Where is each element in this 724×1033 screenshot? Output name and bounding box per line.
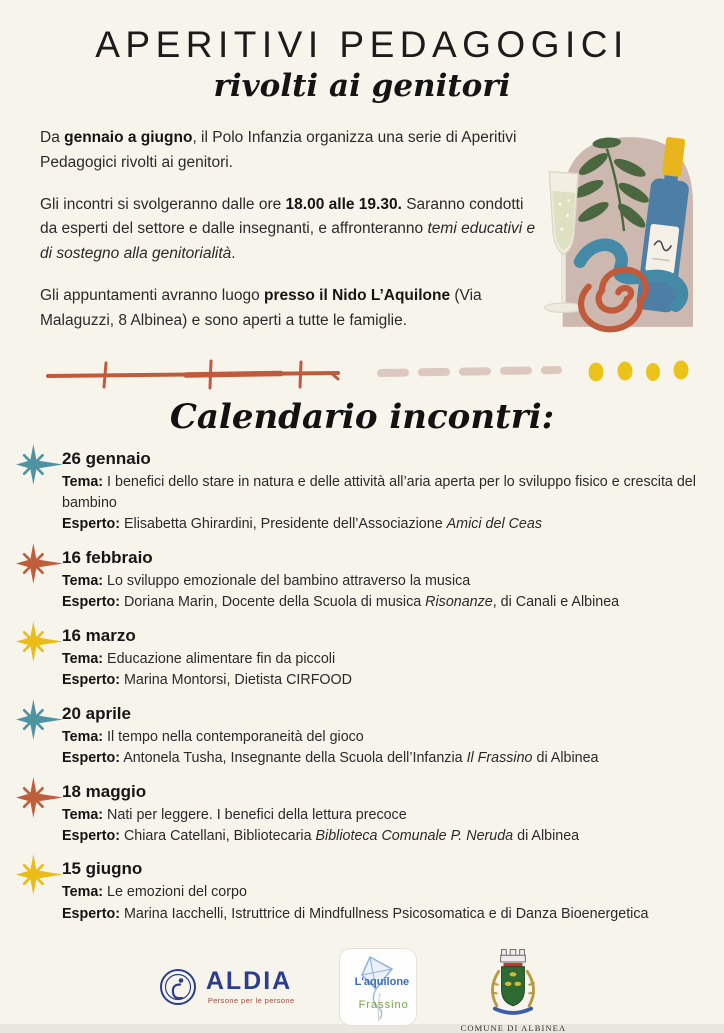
star-burst [16, 854, 63, 895]
esperto-label: Esperto: [62, 905, 120, 922]
star-icon [16, 543, 63, 584]
star-icon [16, 777, 63, 818]
event-esperto [62, 748, 698, 769]
text-run: Gli appuntamenti avranno luogo [40, 286, 265, 304]
event-date: 20 aprile [62, 703, 131, 723]
kite-icon [340, 949, 418, 1027]
esperto-italic: Il Frassino [466, 750, 533, 767]
esperto-text: Chiara Catellani, Bibliotecaria [123, 827, 316, 844]
tema-label: Tema: [62, 650, 104, 667]
star-icon [16, 621, 63, 662]
tema-text: Educazione alimentare fin da piccoli [107, 650, 336, 667]
calendar-heading: Calendario incontri: [169, 396, 555, 437]
esperto-italic: Risonanze [425, 594, 493, 611]
event-date: 26 gennaio [62, 448, 151, 468]
tema-text: Nati per leggere. I benefici della lettura precoce [107, 806, 407, 823]
tema-label: Tema: [62, 728, 104, 745]
event-esperto [62, 514, 698, 535]
yellow-dots-icon [589, 360, 689, 381]
esperto-text: Elisabetta Ghirardini, Presidente dell’Associazione [123, 516, 447, 533]
event-tema [62, 882, 698, 903]
event-15-giugno [62, 859, 698, 925]
tema-label: Tema: [62, 806, 104, 823]
star-burst [16, 777, 63, 818]
star-icon [16, 854, 63, 895]
text-run-bold: 18.00 alle 19.30. [285, 195, 402, 213]
terracotta-line-icon [48, 361, 338, 388]
intro-paragraph-1 [40, 126, 542, 176]
event-esperto [62, 592, 698, 613]
esperto-label: Esperto: [62, 827, 120, 844]
event-tema [62, 727, 698, 748]
esperto-label: Esperto: [62, 516, 120, 533]
page-title: APERITIVI PEDAGOGICI [95, 24, 629, 65]
tema-text: I benefici dello stare in natura e delle attività all’aria aperta per lo sviluppo fisico e crescita del bambino [62, 473, 696, 512]
event-tema [62, 472, 698, 515]
tema-label: Tema: [62, 884, 104, 901]
esperto-post: , di Canali e Albinea [492, 594, 620, 611]
albinea-coat-of-arms-icon [478, 941, 548, 1021]
aquilone-frassino-logo [339, 948, 417, 1026]
tema-text: Lo sviluppo emozionale del bambino attraverso la musica [107, 572, 471, 589]
event-date: 18 maggio [62, 781, 147, 801]
esperto-text: Antonela Tusha, Insegnante della Scuola dell’Infanzia [123, 750, 467, 767]
tema-text: Le emozioni del corpo [107, 884, 247, 901]
text-run: . [231, 245, 236, 263]
star-icon [16, 444, 63, 485]
intro-section [0, 126, 724, 334]
event-16-febbraio [62, 548, 698, 614]
events-list [0, 449, 724, 926]
event-20-aprile [62, 704, 698, 770]
text-run-bold: presso il Nido L’Aquilone [264, 286, 451, 304]
event-tema [62, 649, 698, 670]
tema-text: Il tempo nella contemporaneità del gioco [107, 728, 364, 745]
intro-paragraph-3 [40, 284, 542, 334]
esperto-italic: Biblioteca Comunale P. Neruda [315, 827, 514, 844]
tema-label: Tema: [62, 473, 104, 490]
esperto-label: Esperto: [62, 750, 120, 767]
esperto-text: Marina Iacchelli, Istruttrice di Mindfullness Psicosomatica e di Danza Bioenergetica [123, 905, 649, 922]
event-esperto [62, 670, 698, 691]
event-26-gennaio [62, 449, 698, 536]
intro-paragraph-2 [40, 193, 542, 267]
text-run-bold: gennaio a giugno [64, 129, 193, 146]
comune-albinea-logo [461, 941, 567, 1033]
aldia-tagline: Persone per le persone [207, 996, 295, 1006]
page-subtitle: rivolti ai genitori [213, 68, 511, 104]
event-date: 16 febbraio [62, 547, 153, 567]
event-18-maggio [62, 782, 698, 848]
aldia-emblem-icon [158, 967, 198, 1007]
aldia-logo [158, 967, 295, 1007]
esperto-text: Doriana Marin, Docente della Scuola di musica [123, 594, 426, 611]
esperto-label: Esperto: [62, 594, 120, 611]
event-date: 15 giugno [62, 859, 143, 879]
divider-graphic [36, 355, 688, 391]
esperto-post: di Albinea [513, 827, 580, 844]
text-run-italic: temi educativi e di sostegno alla genitorialità [40, 220, 536, 263]
esperto-post: di Albinea [532, 750, 599, 767]
esperto-label: Esperto: [62, 672, 120, 689]
event-tema [62, 805, 698, 826]
text-run: , il Polo Infanzia organizza una serie di Aperitivi Pedagogici rivolti ai genitori. [40, 129, 517, 171]
footer-logos [0, 941, 724, 1033]
star-burst [16, 699, 63, 740]
event-tema [62, 571, 698, 592]
aquilone-label: L'aquilone [354, 976, 410, 989]
pink-dashes-icon [381, 370, 558, 373]
text-run: (Via Malaguzzi, 8 Albinea) e sono aperti a tutte le famiglie. [40, 286, 482, 329]
esperto-italic: Amici del Ceas [446, 516, 542, 533]
frassino-label: Frassino [358, 999, 409, 1012]
intro-text [40, 126, 542, 334]
esperto-text: Marina Montorsi, Dietista CIRFOOD [123, 672, 352, 689]
star-burst [16, 621, 63, 662]
text-run: Saranno condotti da esperti del settore e dalle insegnanti, e affronteranno [40, 195, 524, 238]
aldia-name: ALDIA [205, 967, 293, 996]
text-run: Gli incontri si svolgeranno dalle ore [40, 195, 286, 213]
header [0, 0, 724, 104]
event-date: 16 marzo [62, 625, 136, 645]
event-16-marzo [62, 626, 698, 692]
tema-label: Tema: [62, 572, 104, 589]
event-esperto [62, 904, 698, 925]
aperitivo-illustration [534, 106, 716, 336]
star-icon [16, 699, 63, 740]
star-burst [16, 543, 63, 584]
event-esperto [62, 826, 698, 847]
aldia-text [206, 969, 295, 1005]
text-run: Da [40, 129, 65, 146]
albinea-caption: COMUNE DI ALBINEA [460, 1023, 567, 1033]
decorative-divider [0, 351, 724, 391]
star-burst [16, 444, 63, 485]
